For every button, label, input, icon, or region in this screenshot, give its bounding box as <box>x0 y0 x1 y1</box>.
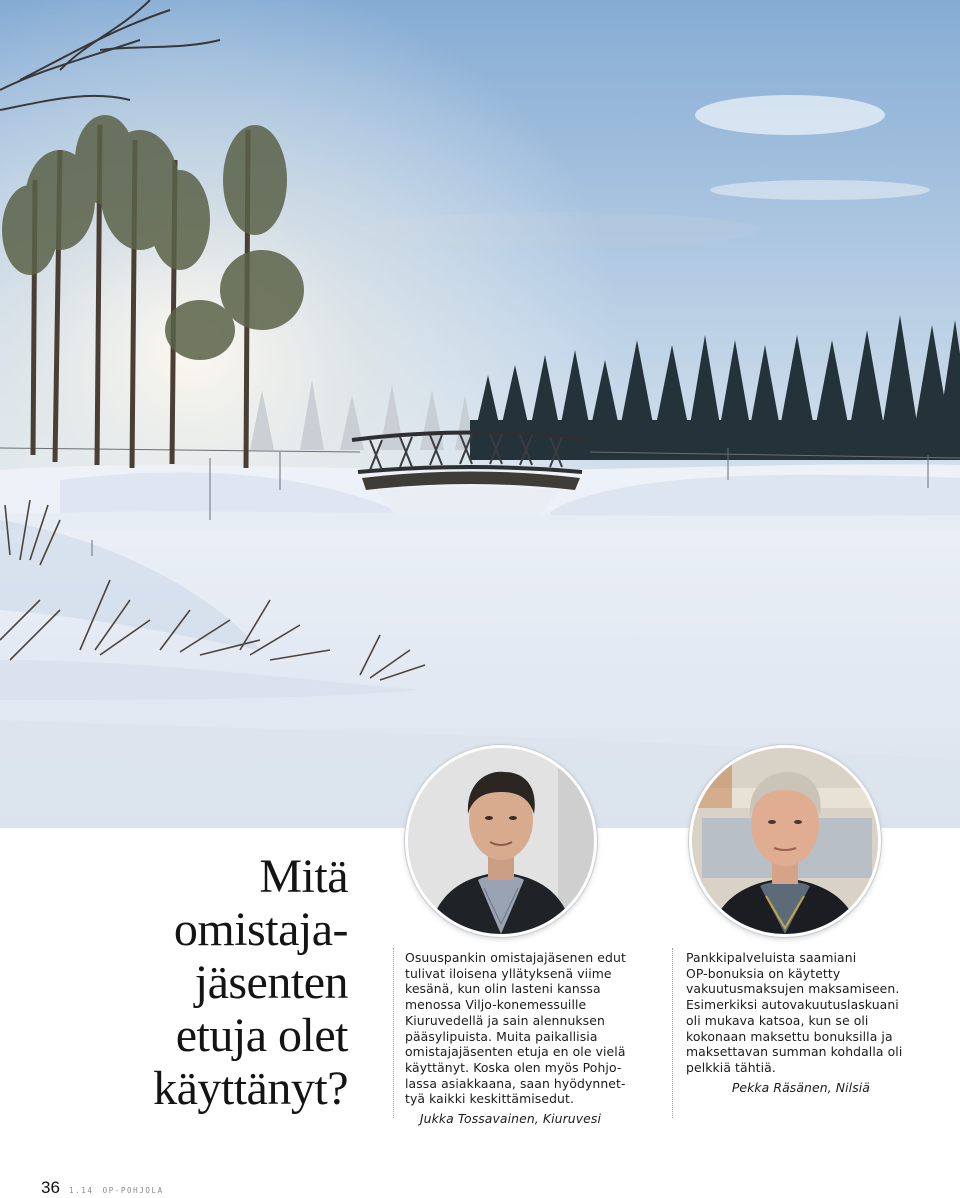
quote-line: vakuutusmaksujen maksamiseen. <box>686 981 900 997</box>
person-photo <box>408 748 594 934</box>
quote-line: Osuuspankin omistajajäsenen edut <box>405 950 626 965</box>
headline-line: etuja olet <box>175 1009 348 1062</box>
headline-line: Mitä <box>259 850 348 903</box>
portrait-pekka <box>689 745 881 937</box>
headline-line: käyttänyt? <box>153 1062 348 1115</box>
quote-line: oli mukava katsoa, kun se oli <box>686 1012 869 1028</box>
portrait-jukka <box>405 745 597 937</box>
quote-line: lassa asiakkaana, saan hyödynnet- <box>405 1075 626 1091</box>
publication-name: OP-POHJOLA <box>102 1186 164 1195</box>
quote-line: maksettavan summan kohdalla oli <box>686 1044 903 1060</box>
quote-signature: Jukka Tossavainen, Kiuruvesi <box>419 1111 601 1127</box>
quote-signature: Pekka Räsänen, Nilsiä <box>731 1079 870 1095</box>
quote-line: käyttänyt. Koska olen myös Pohjo- <box>405 1059 622 1075</box>
headline-line: omistaja- <box>173 903 348 956</box>
person-photo <box>692 748 878 934</box>
quote-pekka <box>686 950 912 1095</box>
quote-line: kesänä, kun olin lasteni kanssa <box>405 981 601 997</box>
quote-line: pääsylipuista. Muita paikallisia <box>405 1028 598 1044</box>
page-number: 36 <box>41 1178 60 1197</box>
quote-line: OP-bonuksia on käytetty <box>686 965 841 981</box>
quote-line: menossa Viljo-konemessuille <box>405 997 587 1013</box>
issue-number: 1.14 <box>69 1186 94 1195</box>
page-footer <box>41 1178 164 1198</box>
quote-line: kokonaan maksettu bonuksilla ja <box>686 1028 893 1044</box>
column-divider <box>672 948 673 1118</box>
column-divider <box>393 948 394 1118</box>
quote-jukka <box>405 950 631 1127</box>
headline-line: jäsenten <box>194 956 348 1009</box>
quote-line: pelkkiä tähtiä. <box>686 1059 776 1075</box>
quote-line: tyä kaikki keskittämisedut. <box>405 1091 574 1107</box>
quote-line: Esimerkiksi autovakuutuslaskuani <box>686 997 899 1013</box>
quote-line: Pankkipalveluista saamiani <box>686 950 857 965</box>
headline <box>60 850 348 1115</box>
quote-line: Kiuruvedellä ja sain alennuksen <box>405 1012 605 1028</box>
quote-line: omistajajäsenten etuja en ole vielä <box>405 1044 626 1060</box>
quote-line: tulivat iloisena yllätyksenä viime <box>405 965 612 981</box>
